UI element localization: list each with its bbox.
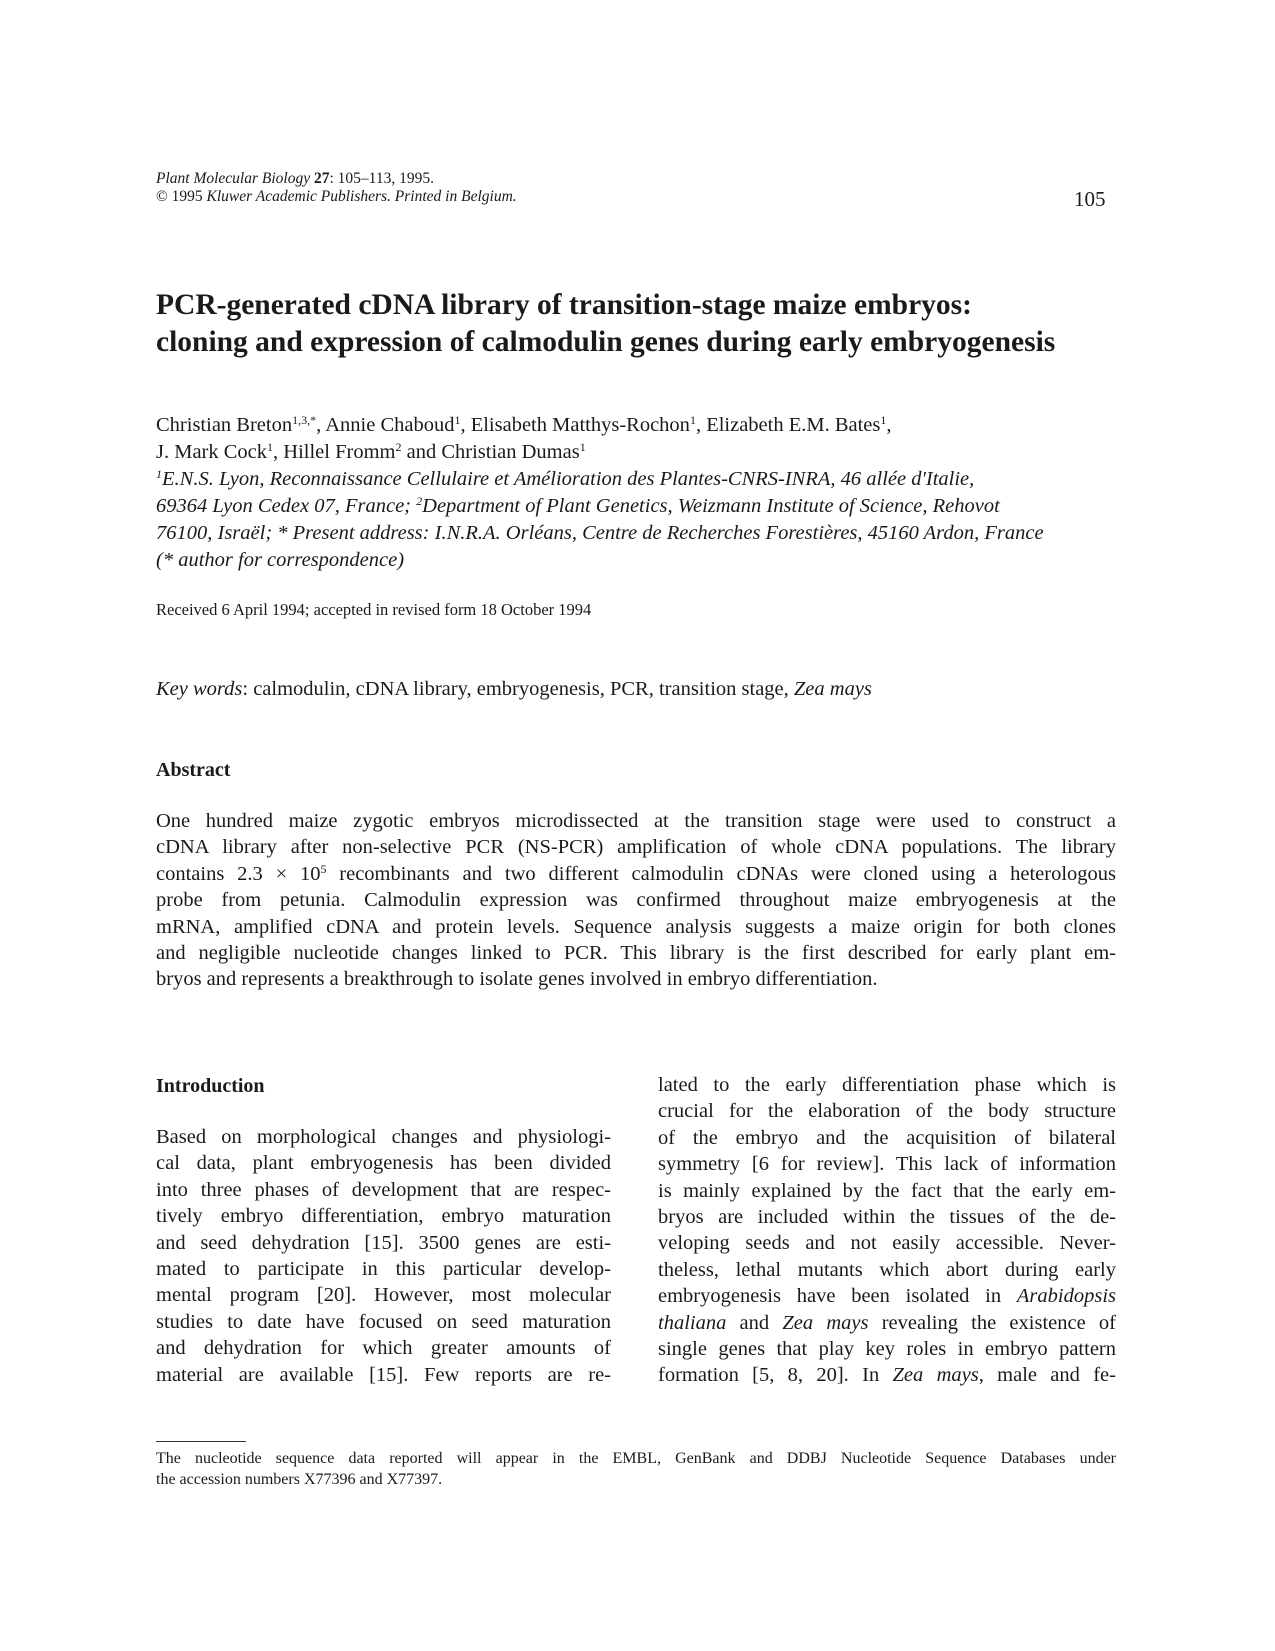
footnote-line: The nucleotide sequence data reported will appear in the EMBL, GenBank and DDBJ Nucleotide Sequence Databases under: [156, 1450, 1116, 1467]
introduction-right-column: [658, 1072, 1116, 1389]
author-affiliation-mark: 2: [395, 440, 402, 454]
affiliation-text: E.N.S. Lyon, Reconnaissance Cellulaire et Amélioration des Plantes-CNRS-INRA, 46 allée d'Italie,: [162, 468, 975, 490]
body-line: of the embryo and the acquisition of bilateral: [658, 1126, 1116, 1149]
body-line: is mainly explained by the fact that the early em-: [658, 1179, 1116, 1202]
author-name: Christian Breton: [156, 414, 293, 436]
exponent: 5: [320, 861, 327, 876]
author-separator: ,: [886, 414, 892, 436]
author-name: Elizabeth E.M. Bates: [706, 414, 881, 436]
body-line: material are available [15]. Few reports are re-: [156, 1363, 611, 1386]
species-name: Zea mays: [892, 1364, 979, 1387]
body-line: cal data, plant embryogenesis has been divided: [156, 1152, 611, 1175]
keywords-label: Key words: [156, 678, 243, 700]
copyright-year: 1995: [171, 188, 203, 205]
footnote-line: the accession numbers X77396 and X77397.: [156, 1471, 443, 1488]
author-list: [156, 412, 1116, 466]
author-separator: ,: [273, 441, 284, 463]
body-line: mental program [20]. However, most molecular: [156, 1284, 611, 1307]
author-line-2: [156, 439, 1116, 466]
page-number: 105: [1074, 187, 1106, 211]
author-name: Christian Dumas: [441, 441, 580, 463]
body-line: bryos are included within the tissues of the de-: [658, 1206, 1116, 1229]
body-text: embryogenesis have been isolated in: [658, 1285, 1017, 1308]
introduction-left-column: [156, 1124, 611, 1388]
body-line: [658, 1362, 1116, 1388]
publisher: Kluwer Academic Publishers. Printed in Belgium.: [206, 188, 517, 205]
paper-title: [156, 287, 1116, 361]
author-name: Annie Chaboud: [325, 414, 455, 436]
author-line-1: [156, 412, 1116, 439]
species-name: Zea mays: [782, 1311, 869, 1334]
body-line: lated to the early differentiation phase which is: [658, 1074, 1116, 1096]
journal-citation: [156, 170, 434, 188]
copyright-line: [156, 188, 517, 206]
body-text: revealing the existence of: [868, 1311, 1116, 1334]
journal-pages-year: : 105–113, 1995.: [329, 170, 434, 187]
affiliation-text: Department of Plant Genetics, Weizmann Institute of Science, Rehovot: [422, 495, 1000, 517]
author-affiliation-mark: 1,3,*: [292, 413, 317, 427]
journal-name: Plant Molecular Biology: [156, 170, 311, 187]
abstract-line: bryos and represents a breakthrough to isolate genes involved in embryo differentiation.: [156, 968, 878, 991]
keywords: [156, 678, 872, 701]
received-dates: Received 6 April 1994; accepted in revised form 18 October 1994: [156, 600, 592, 619]
body-text: , male and fe-: [978, 1364, 1116, 1387]
introduction-heading: Introduction: [156, 1075, 265, 1097]
author-separator: ,: [316, 414, 326, 436]
author-name: J. Mark Cock: [156, 441, 268, 463]
copyright-symbol: ©: [156, 188, 168, 205]
body-line: theless, lethal mutants which abort during early: [658, 1258, 1116, 1281]
abstract-heading: Abstract: [156, 759, 231, 781]
title-line-1: PCR-generated cDNA library of transition-stage maize embryos:: [156, 289, 972, 321]
author-affiliation-mark: 1: [454, 413, 461, 427]
body-line: Based on morphological changes and physiologi-: [156, 1126, 611, 1148]
author-affiliation-mark: 1: [880, 413, 887, 427]
abstract-line: One hundred maize zygotic embryos microdissected at the transition stage were used to construct a: [156, 810, 1116, 832]
body-line: crucial for the elaboration of the body structure: [658, 1100, 1116, 1123]
footnote: [156, 1448, 1116, 1490]
author-affiliation-mark: 1: [267, 440, 274, 454]
author-name: Elisabeth Matthys-Rochon: [470, 414, 690, 436]
abstract-line: cDNA library after non-selective PCR (NS-PCR) amplification of whole cDNA populations. The library: [156, 836, 1116, 859]
abstract-line: and negligible nucleotide changes linked to PCR. This library is the first described for early plant em-: [156, 942, 1116, 965]
abstract-line: mRNA, amplified cDNA and protein levels. Sequence analysis suggests a maize origin for both clones: [156, 915, 1116, 938]
abstract-text: recombinants and two different calmodulin cDNAs were cloned using a heterologous: [326, 862, 1116, 885]
affiliation-mark: 2: [416, 494, 423, 508]
affiliation-line-3: 76100, Israël; * Present address: I.N.R.A. Orléans, Centre de Recherches Forestières, 45160 Ardon, France: [156, 522, 1044, 544]
author-separator: and: [401, 441, 442, 463]
abstract-body: [156, 808, 1116, 993]
title-line-2: cloning and expression of calmodulin genes during early embryogenesis: [156, 326, 1056, 358]
keywords-list: : calmodulin, cDNA library, embryogenesis, PCR, transition stage,: [242, 678, 794, 700]
body-line: tively embryo differentiation, embryo maturation: [156, 1205, 611, 1228]
abstract-text: contains 2.3 × 10: [156, 862, 321, 885]
body-line: studies to date have focused on seed maturation: [156, 1310, 611, 1333]
body-line: symmetry [6 for review]. This lack of information: [658, 1153, 1116, 1176]
author-name: Hillel Fromm: [283, 441, 396, 463]
body-line: mated to participate in this particular develop-: [156, 1258, 611, 1281]
species-name: thaliana: [658, 1311, 727, 1334]
body-line: [658, 1283, 1116, 1309]
affiliation-text: 69364 Lyon Cedex 07, France;: [156, 495, 417, 517]
author-affiliation-mark: 1: [579, 440, 586, 454]
keywords-species: Zea mays: [793, 678, 872, 700]
journal-volume: 27: [313, 170, 330, 187]
footnote-rule: [156, 1441, 246, 1442]
body-line: and seed dehydration [15]. 3500 genes are esti-: [156, 1231, 611, 1254]
abstract-line: [156, 861, 1116, 887]
body-line: single genes that play key roles in embryo pattern: [658, 1338, 1116, 1361]
affiliation-mark: 1: [156, 467, 162, 481]
body-text: formation [5, 8, 20]. In: [658, 1364, 893, 1387]
body-line: into three phases of development that are respec-: [156, 1178, 611, 1201]
affiliation-line-4: (* author for correspondence): [156, 549, 405, 571]
affiliation-line-1: [156, 466, 1116, 493]
affiliation-line-2: [156, 493, 1116, 520]
species-name: Arabidopsis: [1016, 1285, 1116, 1308]
body-text: and: [726, 1311, 783, 1334]
body-line: and dehydration for which greater amounts of: [156, 1337, 611, 1360]
author-separator: ,: [695, 414, 707, 436]
author-separator: ,: [460, 414, 471, 436]
body-line: [658, 1310, 1116, 1336]
abstract-line: probe from petunia. Calmodulin expression was confirmed throughout maize embryogenesis at the: [156, 889, 1116, 912]
author-affiliation-mark: 1: [689, 413, 696, 427]
body-line: veloping seeds and not easily accessible. Never-: [658, 1232, 1116, 1255]
affiliations: [156, 466, 1116, 574]
